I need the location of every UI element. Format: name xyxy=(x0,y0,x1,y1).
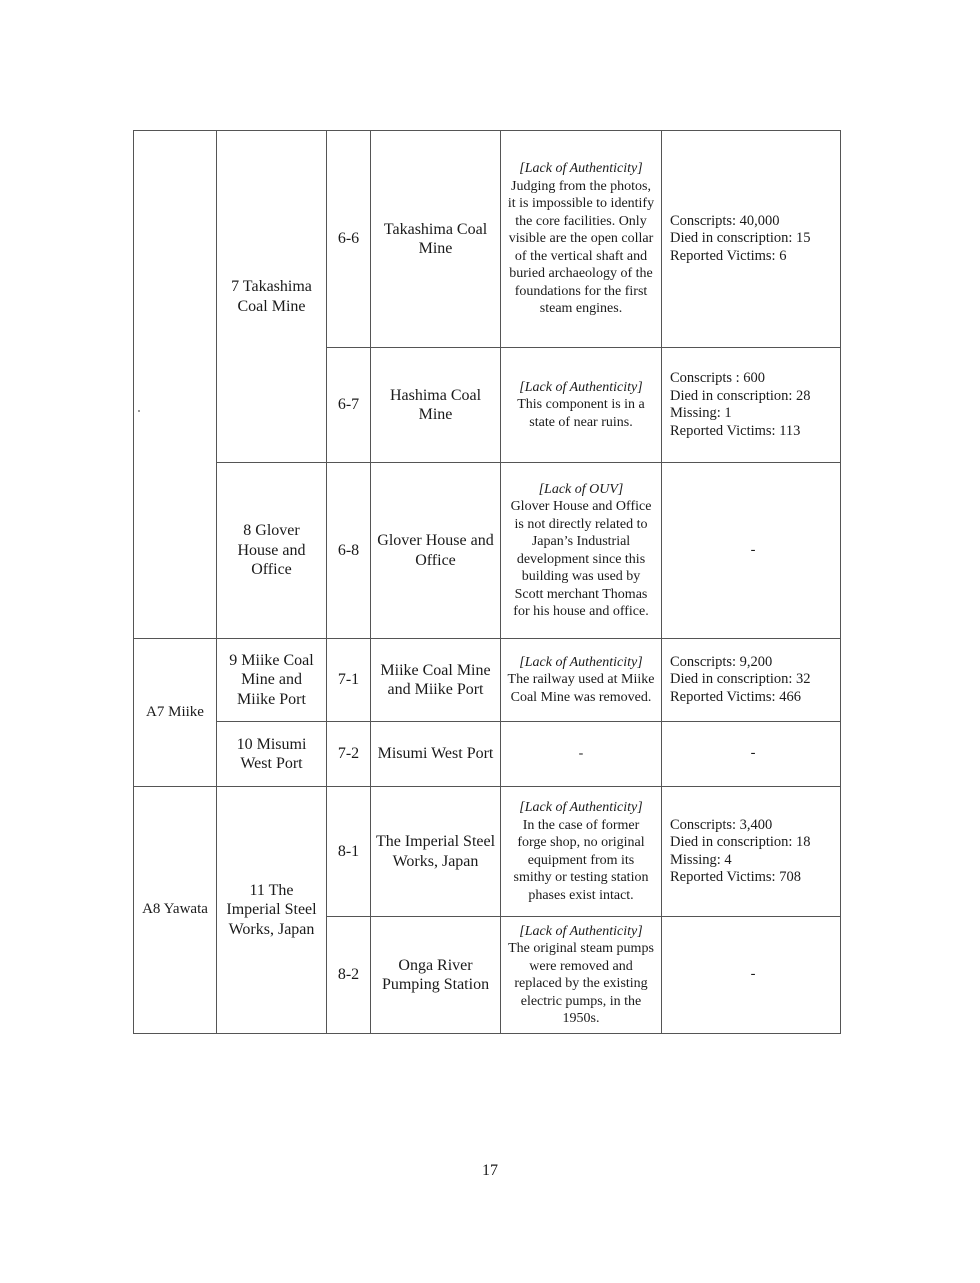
issue-text: The original steam pumps were removed and replaced by the existing electric pumps, in the 1950s. xyxy=(508,941,654,1026)
issue-cell xyxy=(501,348,662,463)
victims-cell xyxy=(662,639,841,722)
victims-line: Died in conscription: 15 xyxy=(670,230,811,247)
site-cell: 11 The Imperial Steel Works, Japan xyxy=(217,787,327,1034)
site-cell: 9 Miike Coal Mine and Miike Port xyxy=(217,639,327,722)
victims-line: Conscripts: 40,000 xyxy=(670,212,780,229)
component-number: 7-1 xyxy=(327,639,371,722)
victims-line: Reported Victims: 6 xyxy=(670,247,787,264)
victims-cell: - xyxy=(662,463,841,639)
component-number: 6-6 xyxy=(327,131,371,348)
issue-tag: [Lack of Authenticity] xyxy=(519,800,643,815)
component-name: Miike Coal Mine and Miike Port xyxy=(371,639,501,722)
victims-line: Missing: 4 xyxy=(670,851,732,868)
area-cell: A8 Yawata xyxy=(134,787,217,1034)
table-row xyxy=(134,722,841,787)
component-name: Onga River Pumping Station xyxy=(371,917,501,1034)
issue-text: The railway used at Miike Coal Mine was removed. xyxy=(507,672,655,705)
victims-cell: - xyxy=(662,917,841,1034)
component-number: 6-7 xyxy=(327,348,371,463)
site-cell: 8 Glover House and Office xyxy=(217,463,327,639)
victims-line: Reported Victims: 466 xyxy=(670,688,801,705)
issue-tag: [Lack of OUV] xyxy=(538,481,624,497)
issue-cell xyxy=(501,463,662,639)
heritage-sites-table xyxy=(133,130,841,1034)
table-row xyxy=(134,639,841,722)
table-row xyxy=(134,787,841,917)
component-name: Takashima Coal Mine xyxy=(371,131,501,348)
component-name: Glover House and Office xyxy=(371,463,501,639)
issue-cell xyxy=(501,917,662,1034)
victims-line: Conscripts: 3,400 xyxy=(670,816,773,833)
issue-text: In the case of former forge shop, no original equipment from its smithy or testing station phases exist intact. xyxy=(513,817,649,903)
site-cell: 10 Misumi West Port xyxy=(217,722,327,787)
issue-cell xyxy=(501,639,662,722)
issue-cell: - xyxy=(501,722,662,787)
area-cell: A7 Miike xyxy=(134,639,217,787)
victims-line: Reported Victims: 113 xyxy=(670,422,801,439)
victims-line: Missing: 1 xyxy=(670,405,732,421)
component-name: The Imperial Steel Works, Japan xyxy=(371,787,501,917)
victims-cell xyxy=(662,131,841,348)
issue-tag: [Lack of Authenticity] xyxy=(519,923,643,939)
victims-line: Conscripts : 600 xyxy=(670,370,766,386)
issue-text: Glover House and Office is not directly related to Japan’s Industrial development since this building was used by Scott merchant Thomas for his house and office. xyxy=(510,499,652,619)
issue-text: This component is in a state of near ruins. xyxy=(517,397,645,430)
table-row xyxy=(134,131,841,348)
component-number: 6-8 xyxy=(327,463,371,639)
issue-tag: [Lack of Authenticity] xyxy=(519,161,643,177)
component-name: Misumi West Port xyxy=(371,722,501,787)
issue-cell xyxy=(501,787,662,917)
issue-text: Judging from the photos, it is impossible to identify the core facilities. Only visible are the open collar of the vertical shaft and buried archaeology of the foundations for the first steam engines. xyxy=(507,178,655,317)
issue-cell xyxy=(501,131,662,348)
issue-tag: [Lack of Authenticity] xyxy=(519,379,643,395)
site-cell: 7 Takashima Coal Mine xyxy=(217,131,327,463)
victims-line: Conscripts: 9,200 xyxy=(670,653,773,670)
component-number: 8-2 xyxy=(327,917,371,1034)
victims-cell: - xyxy=(662,722,841,787)
component-number: 8-1 xyxy=(327,787,371,917)
victims-line: Reported Victims: 708 xyxy=(670,869,801,885)
issue-tag: [Lack of Authenticity] xyxy=(519,654,643,670)
victims-line: Died in conscription: 18 xyxy=(670,834,811,850)
page-number: 17 xyxy=(482,1162,498,1179)
victims-line: Died in conscription: 32 xyxy=(670,671,811,688)
component-name: Hashima Coal Mine xyxy=(371,348,501,463)
table-row xyxy=(134,463,841,639)
victims-cell xyxy=(662,787,841,917)
victims-cell xyxy=(662,348,841,463)
area-cell xyxy=(134,131,217,639)
victims-line: Died in conscription: 28 xyxy=(670,387,811,404)
component-number: 7-2 xyxy=(327,722,371,787)
